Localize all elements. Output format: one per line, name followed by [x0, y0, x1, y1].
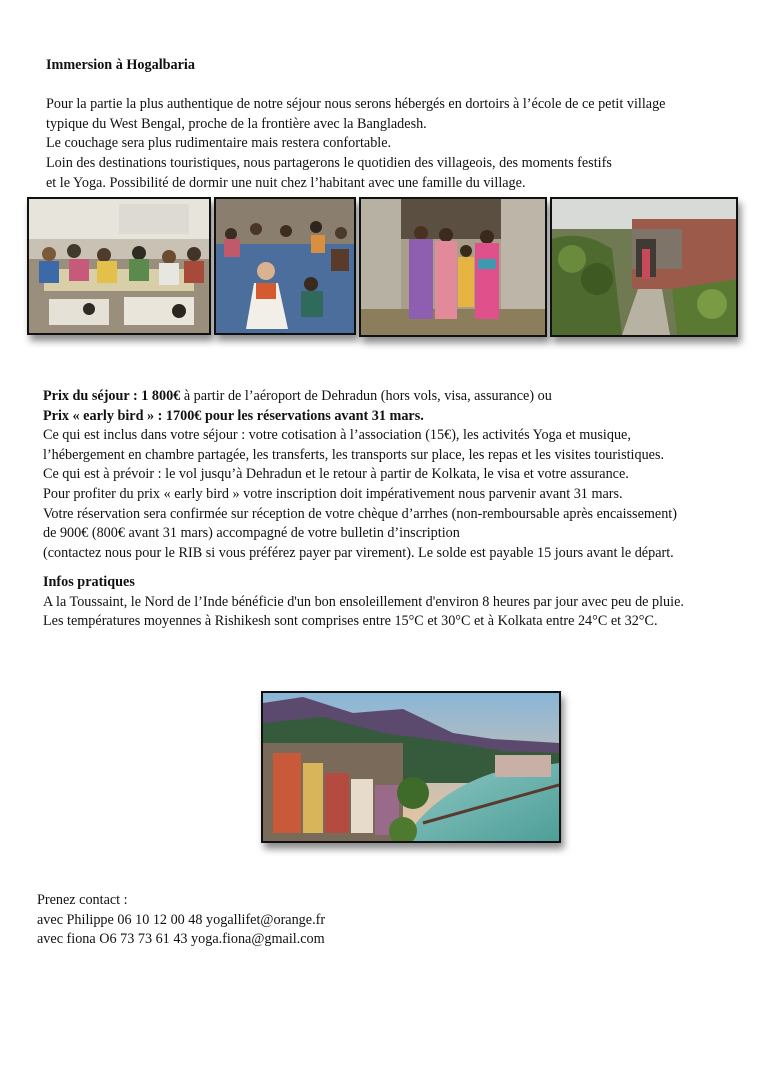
- paragraph-line: Pour profiter du prix « early bird » votre inscription doit impérativement nous parvenir avant 31 mars.: [43, 485, 623, 502]
- paragraph-line: et le Yoga. Possibilité de dormir une nuit chez l’habitant avec une famille du village.: [46, 174, 526, 191]
- contact-fiona: avec fiona O6 73 73 61 43 yoga.fiona@gmail.com: [37, 931, 325, 948]
- paragraph-line: Ce qui est inclus dans votre séjour : votre cotisation à l’association (15€), les activités Yoga et musique,: [43, 427, 631, 444]
- section-title: Prenez contact :: [37, 892, 128, 908]
- price-section: [43, 387, 677, 563]
- paragraph-line: A la Toussaint, le Nord de l’Inde bénéficie d'un bon ensoleillement d'environ 8 heures par jour avec peu de pluie.: [43, 593, 684, 610]
- village-path-photo: [550, 197, 738, 337]
- price-details: à partir de l’aéroport de Dehradun (hors vols, visa, assurance) ou: [180, 388, 552, 404]
- early-bird-line: Prix « early bird » : 1700€ pour les réservations avant 31 mars.: [43, 407, 424, 424]
- price-line: [43, 387, 677, 407]
- price-label: Prix du séjour : 1 800€: [43, 388, 181, 404]
- paragraph-line: Les températures moyennes à Rishikesh sont comprises entre 15°C et 30°C et à Kolkata entre 24°C et 32°C.: [43, 613, 658, 630]
- rishikesh-river-photo: [261, 691, 561, 843]
- yoga-group-photo: [214, 197, 356, 335]
- hogalbaria-section: [46, 56, 665, 193]
- village-women-photo: [359, 197, 547, 337]
- paragraph-line: Pour la partie la plus authentique de notre séjour nous serons hébergés en dortoirs à l’école de ce petit village: [46, 96, 666, 113]
- paragraph-line: de 900€ (800€ avant 31 mars) accompagné de votre bulletin d’inscription: [43, 525, 460, 542]
- paragraph-line: l’hébergement en chambre partagée, les transferts, les transports sur place, les repas et les visites touristiques.: [43, 446, 665, 463]
- contact-philippe: avec Philippe 06 10 12 00 48 yogallifet@orange.fr: [37, 911, 326, 928]
- section-title: Immersion à Hogalbaria: [46, 57, 195, 73]
- paragraph-line: Loin des destinations touristiques, nous partagerons le quotidien des villageois, des moments festifs: [46, 154, 612, 171]
- contact-section: [37, 891, 325, 950]
- paragraph-line: Le couchage sera plus rudimentaire mais restera confortable.: [46, 135, 392, 152]
- paragraph-line: Votre réservation sera confirmée sur réception de votre chèque d’arrhes (non-remboursable après encaissement): [43, 505, 677, 522]
- paragraph-line: typique du West Bengal, proche de la frontière avec la Bangladesh.: [46, 115, 427, 132]
- section-title: Infos pratiques: [43, 574, 135, 590]
- village-meal-photo: [27, 197, 211, 335]
- infos-section: [43, 573, 684, 632]
- paragraph-line: Ce qui est à prévoir : le vol jusqu’à Dehradun et le retour à partir de Kolkata, le visa et votre assurance.: [43, 466, 629, 483]
- paragraph-line: (contactez nous pour le RIB si vous préférez payer par virement). Le solde est payable 15 jours avant le départ.: [43, 544, 674, 561]
